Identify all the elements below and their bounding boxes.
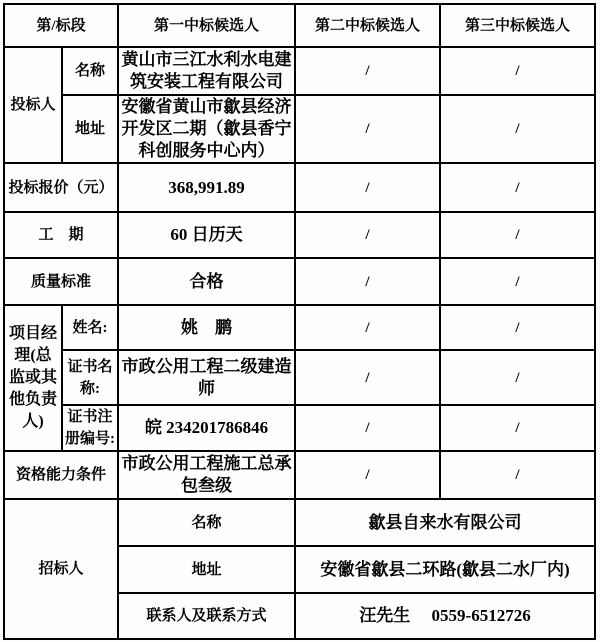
quality-value-cell: 合格 (118, 258, 295, 305)
manager-name-label-cell: 姓名: (62, 305, 118, 350)
duration-value-cell: 60 日历天 (118, 212, 295, 258)
cert-number-second-cell: / (295, 405, 440, 451)
cert-name-value-cell: 市政公用工程二级建造师 (118, 350, 295, 405)
bid-result-table (3, 3, 596, 640)
bidder-group-cell: 投标人 (4, 47, 62, 163)
cert-name-second-cell: / (295, 350, 440, 405)
qualification-second-cell: / (295, 451, 440, 499)
duration-second-cell: / (295, 212, 440, 258)
bidder-address-value-cell: 安徽省黄山市歙县经济开发区二期（歙县香宁科创服务中心内） (118, 95, 295, 163)
header-cell-second-candidate: 第二中标候选人 (295, 4, 440, 47)
bid-price-third-cell: / (440, 163, 595, 212)
cert-number-label-cell: 证书注册编号: (62, 405, 118, 451)
quality-label-cell: 质量标准 (4, 258, 118, 305)
cert-name-row (4, 350, 595, 405)
manager-name-third-cell: / (440, 305, 595, 350)
manager-group-cell: 项目经理(总监或其他负责人) (4, 305, 62, 451)
cert-number-row (4, 405, 595, 451)
cert-name-label-cell: 证书名称: (62, 350, 118, 405)
duration-third-cell: / (440, 212, 595, 258)
tenderer-name-label-cell: 名称 (118, 499, 295, 546)
qualification-third-cell: / (440, 451, 595, 499)
tenderer-contact-label-cell: 联系人及联系方式 (118, 593, 295, 639)
bid-price-label-cell: 投标报价（元） (4, 163, 118, 212)
tenderer-name-value-cell: 歙县自来水有限公司 (295, 499, 595, 546)
tenderer-group-cell: 招标人 (4, 499, 118, 639)
qualification-row (4, 451, 595, 499)
bidder-name-label-cell: 名称 (62, 47, 118, 95)
bidder-name-third-cell: / (440, 47, 595, 95)
tenderer-name-row (4, 499, 595, 546)
header-row (4, 4, 595, 47)
tenderer-contact-value-cell: 汪先生 0559-6512726 (295, 593, 595, 639)
tenderer-address-label-cell: 地址 (118, 546, 295, 593)
bidder-address-third-cell: / (440, 95, 595, 163)
manager-name-value-cell: 姚 鹏 (118, 305, 295, 350)
header-cell-first-candidate: 第一中标候选人 (118, 4, 295, 47)
quality-second-cell: / (295, 258, 440, 305)
bid-price-row (4, 163, 595, 212)
bidder-address-row (4, 95, 595, 163)
tenderer-address-value-cell: 安徽省歙县二环路(歙县二水厂内) (295, 546, 595, 593)
qualification-value-cell: 市政公用工程施工总承包叁级 (118, 451, 295, 499)
duration-row (4, 212, 595, 258)
quality-third-cell: / (440, 258, 595, 305)
bidder-address-second-cell: / (295, 95, 440, 163)
bidder-name-value-cell: 黄山市三江水利水电建筑安装工程有限公司 (118, 47, 295, 95)
qualification-label-cell: 资格能力条件 (4, 451, 118, 499)
cert-number-third-cell: / (440, 405, 595, 451)
bidder-name-row (4, 47, 595, 95)
bid-price-value-cell: 368,991.89 (118, 163, 295, 212)
duration-label-cell: 工 期 (4, 212, 118, 258)
cert-name-third-cell: / (440, 350, 595, 405)
bidder-address-label-cell: 地址 (62, 95, 118, 163)
bid-price-second-cell: / (295, 163, 440, 212)
bidder-name-second-cell: / (295, 47, 440, 95)
cert-number-value-cell: 皖 234201786846 (118, 405, 295, 451)
header-cell-segment: 第/标段 (4, 4, 118, 47)
manager-name-second-cell: / (295, 305, 440, 350)
quality-row (4, 258, 595, 305)
header-cell-third-candidate: 第三中标候选人 (440, 4, 595, 47)
manager-name-row (4, 305, 595, 350)
